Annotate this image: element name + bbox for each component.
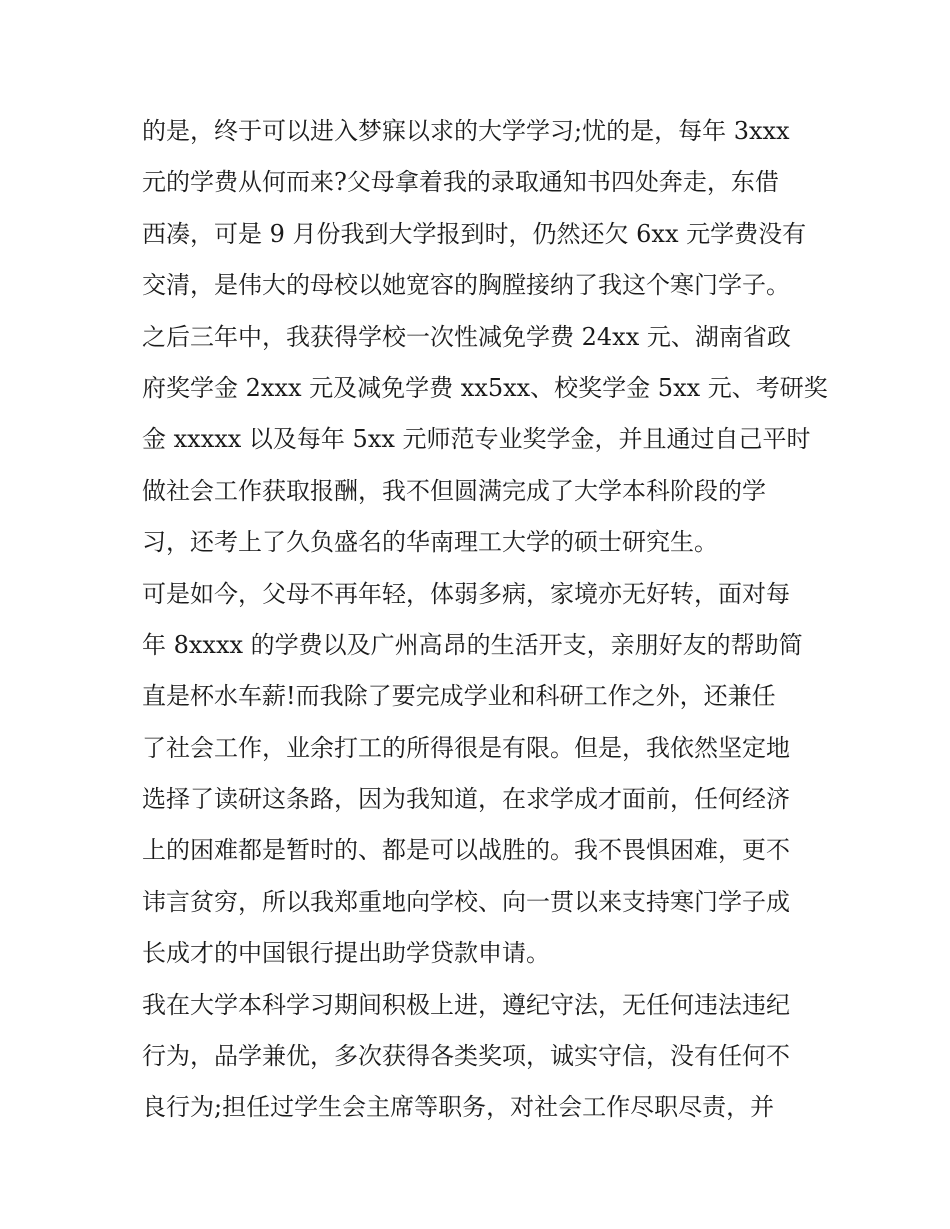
text-line: 行为，品学兼优，多次获得各类奖项，诚实守信，没有任何不: [142, 1042, 790, 1071]
text-line: 府奖学金 2xxx 元及减免学费 xx5xx、校奖学金 5xx 元、考研奖: [142, 373, 828, 402]
text-line: 可是如今，父母不再年轻，体弱多病，家境亦无好转，面对每: [142, 579, 790, 608]
text-line: 之后三年中，我获得学校一次性减免学费 24xx 元、湖南省政: [142, 322, 791, 351]
text-line: 元的学费从何而来?父母拿着我的录取通知书四处奔走，东借: [142, 168, 779, 197]
text-line: 交清，是伟大的母校以她宽容的胸膛接纳了我这个寒门学子。: [142, 271, 790, 300]
text-line: 长成才的中国银行提出助学贷款申请。: [142, 939, 550, 968]
text-line: 选择了读研这条路，因为我知道，在求学成才面前，任何经济: [142, 785, 790, 814]
text-line: 年 8xxxx 的学费以及广州高昂的生活开支，亲朋好友的帮助简: [142, 630, 803, 659]
text-line: 良行为;担任过学生会主席等职务，对社会工作尽职尽责，并: [142, 1093, 775, 1122]
text-line: 上的困难都是暂时的、都是可以战胜的。我不畏惧困难，更不: [142, 836, 790, 865]
text-line: 的是，终于可以进入梦寐以求的大学学习;忧的是，每年 3xxx: [142, 117, 790, 145]
text-line: 了社会工作，业余打工的所得很是有限。但是，我依然坚定地: [142, 733, 790, 762]
text-line: 西凑，可是 9 月份我到大学报到时，仍然还欠 6xx 元学费没有: [142, 219, 807, 248]
text-line: 讳言贫穷，所以我郑重地向学校、向一贯以来支持寒门学子成: [142, 887, 790, 916]
text-line: 习，还考上了久负盛名的华南理工大学的硕士研究生。: [142, 528, 718, 557]
text-line: 我在大学本科学习期间积极上进，遵纪守法，无任何违法违纪: [142, 990, 790, 1019]
text-line: 直是杯水车薪!而我除了要完成学业和科研工作之外，还兼任: [142, 682, 776, 711]
text-line: 做社会工作获取报酬，我不但圆满完成了大学本科阶段的学: [142, 476, 766, 505]
text-line: 金 xxxxx 以及每年 5xx 元师范专业奖学金，并且通过自己平时: [142, 425, 811, 454]
body-text: [142, 106, 828, 1134]
